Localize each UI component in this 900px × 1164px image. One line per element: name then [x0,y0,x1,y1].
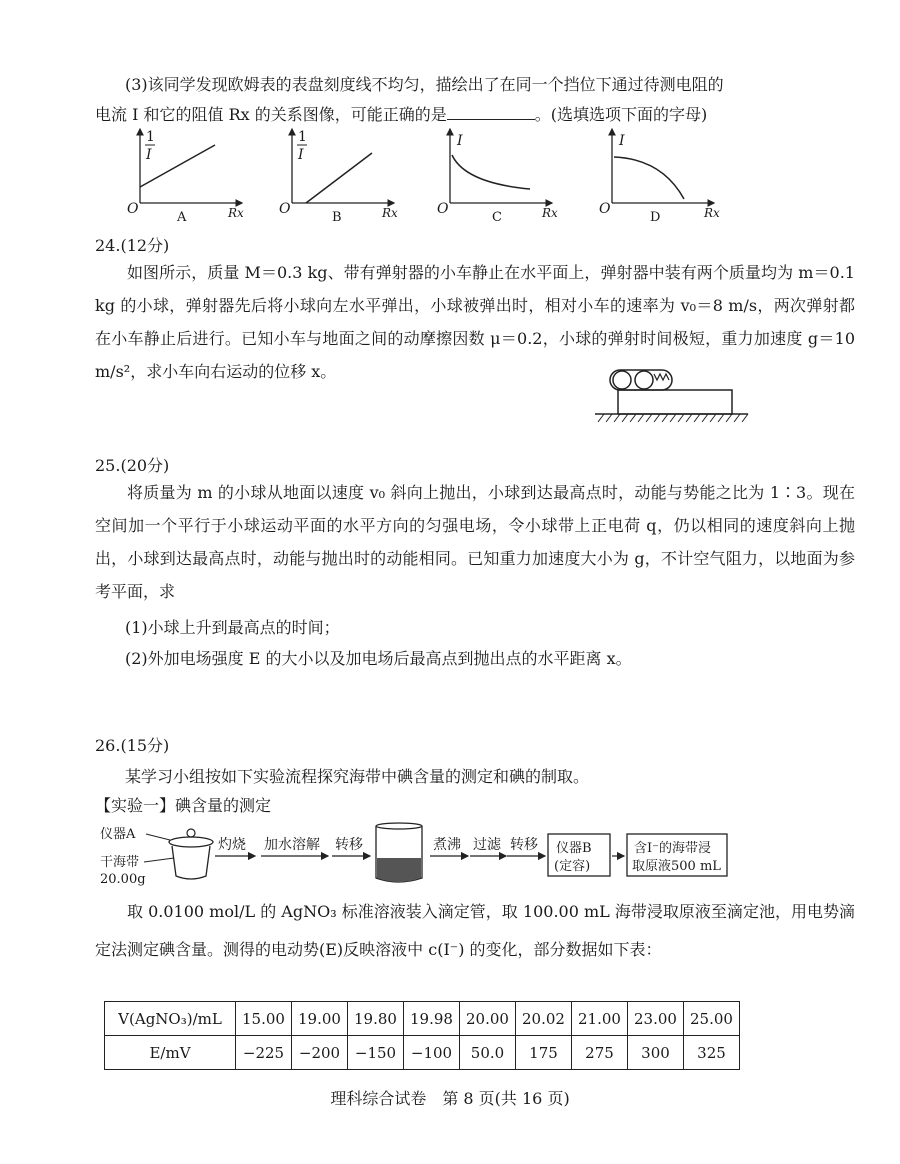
step-dissolve: 加水溶解 [264,837,320,853]
solution-line1: 含I⁻的海带浸 [634,841,711,856]
table-cell: −200 [292,1036,348,1070]
table-row-header: V(AgNO₃)/mL [105,1002,236,1036]
y-label-num: 1 [298,129,307,145]
table-cell: −225 [236,1036,292,1070]
y-label: I [457,133,463,149]
step-filter: 过滤 [473,837,501,853]
table-cell: 19.98 [404,1002,460,1036]
table-cell: 175 [516,1036,572,1070]
table-row [105,1002,740,1036]
table-cell: −100 [404,1036,460,1070]
x-label: Rx [228,206,244,220]
table-cell: 20.02 [516,1002,572,1036]
q25-text: 将质量为 m 的小球从地面以速度 v₀ 斜向上抛出，小球到达最高点时，动能与势能之比为 1∶3。现在空间加一个平行于小球运动平面的水平方向的匀强电场，令小球带上正电荷 q，仍以相同的速度斜向上抛出，小球到达最高点时，动能与抛出时的动能相同。已知重力加速度大小为 g，不计空气阻力，以地面为参考平面，求 [95,483,855,601]
table-cell: 50.0 [460,1036,516,1070]
experiment-flow-diagram [98,820,748,890]
graph-d [592,125,727,225]
pointer-line [144,858,174,862]
instrument-b-line2: (定容) [554,859,591,874]
graph-letter: B [332,210,342,225]
graph-b [272,125,407,225]
graph-c [430,125,565,225]
q26-text: 取 0.0100 mol/L 的 AgNO₃ 标准溶液装入滴定管，取 100.00 mL 海带浸取原液至滴定池，用电势滴定法测定碘含量。测得的电动势(E)反映溶液中 c(I⁻) 的变化，部分数据如下表： [95,902,855,959]
spring-icon [654,374,669,380]
graph-letter: C [492,210,502,225]
answer-blank [447,105,535,120]
graph-letter: D [650,210,661,225]
q26-intro: 某学习小组按如下实验流程探究海带中碘含量的测定和碘的制取。 [125,767,590,786]
x-label: Rx [542,206,558,220]
origin-label: O [279,201,291,217]
y-label-den: I [146,147,152,163]
ball-icon [635,371,653,389]
instrument-b-line1: 仪器B [556,841,592,856]
table-cell: 275 [572,1036,628,1070]
origin-label: O [437,201,449,217]
y-label: I [619,133,625,149]
ball-icon [613,371,631,389]
beaker-liquid [377,858,421,882]
page-footer: 理科综合试卷 第 8 页(共 16 页) [330,1089,570,1108]
table-cell: 300 [628,1036,684,1070]
titration-data-table [104,1001,740,1070]
cart-body [618,390,732,414]
q25-sub1: (1)小球上升到最高点的时间； [125,618,340,637]
table-cell: 20.00 [460,1002,516,1036]
step-boil: 煮沸 [433,837,461,853]
graph-a [120,125,255,225]
table-cell: 19.80 [348,1002,404,1036]
solution-line2: 取原液500 mL [632,859,721,874]
origin-label: O [127,201,139,217]
q26-exp1-title: 【实验一】碘含量的测定 [95,796,272,815]
table-row-header: E/mV [105,1036,236,1070]
q24-header: 24.(12分) [95,236,170,255]
table-cell: 23.00 [628,1002,684,1036]
graph-curve [614,157,684,199]
table-cell: 25.00 [684,1002,740,1036]
step-burn: 灼烧 [218,837,246,853]
table-row [105,1036,740,1070]
crucible-icon [172,846,210,879]
graph-line [306,153,372,203]
q23-part3-line2 [95,102,707,125]
step-transfer: 转移 [335,837,363,853]
q23-part3-line1: (3)该同学发现欧姆表的表盘刻度线不均匀，描绘出了在同一个挡位下通过待测电阻的 [125,75,724,94]
q25-sub2: (2)外加电场强度 E 的大小以及加电场后最高点到抛出点的水平距离 x。 [125,649,632,668]
graph-letter: A [177,210,187,225]
x-label: Rx [382,206,398,220]
table-cell: −150 [348,1036,404,1070]
table-cell: 15.00 [236,1002,292,1036]
table-cell: 325 [684,1036,740,1070]
cart-diagram [590,360,750,430]
q26-header: 26.(15分) [95,736,170,755]
y-label-den: I [298,147,304,163]
table-cell: 21.00 [572,1002,628,1036]
y-label-num: 1 [146,129,155,145]
crucible-lid [169,837,213,847]
kelp-mass: 20.00g [100,872,146,887]
q24-text: 如图所示，质量 M＝0.3 kg、带有弹射器的小车静止在水平面上，弹射器中装有两个质量均为 m＝0.1 kg 的小球，弹射器先后将小球向左水平弹出，小球被弹出时，相对小车的速率为 v₀＝8 m/s，两次弹射都在小车静止后进行。已知小车与地面之间的动摩擦因数 μ＝0.2，小球的弹射时间极短，重力加速度 g＝10 m/s²，求小车向右运动的位移 x。 [95,263,855,381]
step-transfer-2: 转移 [510,837,538,853]
x-label: Rx [704,206,720,220]
q23-part3-line2-post: 。(选填选项下面的字母) [534,105,708,124]
ground-hatch [598,414,748,422]
q25-header: 25.(20分) [95,456,170,475]
origin-label: O [599,201,611,217]
q23-part3-line2-pre: 电流 I 和它的阻值 Rx 的关系图像，可能正确的是 [95,105,447,124]
kelp-label: 干海带 [100,855,140,870]
table-cell: 19.00 [292,1002,348,1036]
graph-curve [452,155,530,189]
beaker-rim [376,823,422,829]
instrument-a-label: 仪器A [100,827,136,842]
crucible-knob [187,829,195,837]
pointer-line [146,834,170,840]
